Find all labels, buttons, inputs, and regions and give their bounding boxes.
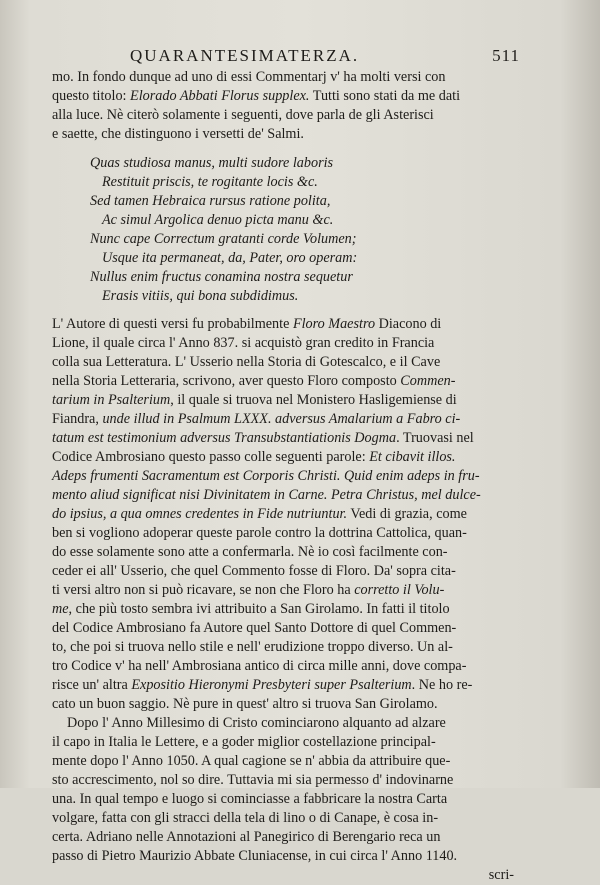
text-line: Dopo l' Anno Millesimo di Cristo cominciarono alquanto ad alzare (67, 715, 446, 731)
text-line: me, che più tosto sembra ivi attribuito a San Girolamo. In fatti il titolo (52, 601, 450, 617)
verse-line: Quas studiosa manus, multi sudore laboris (90, 155, 334, 171)
text-line: risce un' altra Expositio Hieronymi Presbyteri super Psalterium. Ne ho re- (52, 677, 473, 693)
text-line: Adeps frumenti Sacramentum est Corporis Christi. Quid enim adeps in fru- (52, 468, 480, 484)
text-line: cato un buon saggio. Nè pure in quest' altro si truova San Girolamo. (52, 696, 438, 712)
text-line: certa. Adriano nelle Annotazioni al Panegirico di Berengario reca un (52, 829, 441, 845)
spacer (52, 306, 522, 315)
text-line: L' Autore di questi versi fu probabilmente Floro Maestro Diacono di (52, 316, 442, 332)
text-line: il capo in Italia le Lettere, e a goder miglior costellazione principal- (52, 734, 436, 750)
verse-line: Restituit priscis, te rogitante locis &c. (102, 174, 318, 190)
text-line: to, che poi si truova nello stile e nell' erudizione troppo diverso. Un al- (52, 639, 453, 655)
verse-line: Usque ita permaneat, da, Pater, oro operam: (102, 250, 358, 266)
text-line: ben si vogliono adoperar queste parole contro la dottrina Cattolica, quan- (52, 525, 467, 541)
text-line: del Codice Ambrosiano fa Autore quel Santo Dottore di quel Commen- (52, 620, 457, 636)
text-line: ceder ei all' Usserio, che quel Commento fosse di Floro. Da' sopra cita- (52, 563, 456, 579)
text-line: mento aliud significat nisi Divinitatem in Carne. Petra Christus, mel dulce- (52, 487, 481, 503)
text-block (52, 68, 522, 885)
text-line: Lione, il quale circa l' Anno 837. si acquistò gran credito in Francia (52, 335, 435, 351)
text-line: nella Storia Letteraria, scrivono, aver questo Floro composto Commen- (52, 373, 456, 389)
verse-line: Ac simul Argolica denuo picta manu &c. (102, 212, 334, 228)
text-line: tatum est testimonium adversus Transubstantiationis Dogma. Truovasi nel (52, 430, 474, 446)
text-line: tarium in Psalterium, il quale si truova nel Monistero Hasligemiense di (52, 392, 457, 408)
running-title: QUARANTESIMATERZA. (130, 46, 360, 65)
text-line: questo titolo: Elorado Abbati Florus supplex. Tutti sono stati da me dati (52, 88, 461, 104)
spacer (52, 144, 522, 154)
text-line: colla sua Letteratura. L' Usserio nella Storia di Gotescalco, e il Cave (52, 354, 441, 370)
running-header (130, 46, 520, 66)
text-line: mo. In fondo dunque ad uno di essi Commentarj v' ha molti versi con (52, 69, 446, 85)
verse-line: Erasis vitiis, qui bona subdidimus. (102, 288, 299, 304)
text-line: una. In qual tempo e luogo si cominciasse a fabbricare la nostra Carta (52, 791, 448, 807)
text-line: tro Codice v' ha nell' Ambrosiana antico di circa mille anni, dove compa- (52, 658, 467, 674)
text-line: alla luce. Nè citerò solamente i seguenti, dove parla de gli Asterisci (52, 107, 434, 123)
text-line: mente dopo l' Anno 1050. A qual cagione se n' abbia da attribuire que- (52, 753, 451, 769)
text-line: sto accrescimento, nol so dire. Tuttavia mi sia permesso d' indovinarne (52, 772, 454, 788)
text-line: passo di Pietro Maurizio Abbate Cluniacense, in cui circa l' Anno 1140. (52, 848, 458, 864)
verse-line: Sed tamen Hebraica rursus ratione polita, (90, 193, 331, 209)
text-line: ti versi altro non si può ricavare, se non che Floro ha corretto il Volu- (52, 582, 445, 598)
text-line: do ipsius, a qua omnes credentes in Fide nutriuntur. Vedi di grazia, come (52, 506, 467, 522)
text-line: Fiandra, unde illud in Psalmum LXXX. adversus Amalarium a Fabro ci- (52, 411, 461, 427)
text-line: volgare, fatta con gli stracci della tela di lino o di Canape, è cosa in- (52, 810, 439, 826)
verse-line: Nunc cape Correctum gratanti corde Volumen; (90, 231, 357, 247)
page-number: 511 (492, 46, 520, 65)
verse-line: Nullus enim fructus conamina nostra sequetur (90, 269, 353, 285)
text-line: e saette, che distinguono i versetti de' Salmi. (52, 126, 304, 142)
text-line: Codice Ambrosiano questo passo colle seguenti parole: Et cibavit illos. (52, 449, 456, 465)
text-line: do esse solamente sono atte a confermarla. Nè io così facilmente con- (52, 544, 448, 560)
catchword: scri- (488, 867, 514, 883)
